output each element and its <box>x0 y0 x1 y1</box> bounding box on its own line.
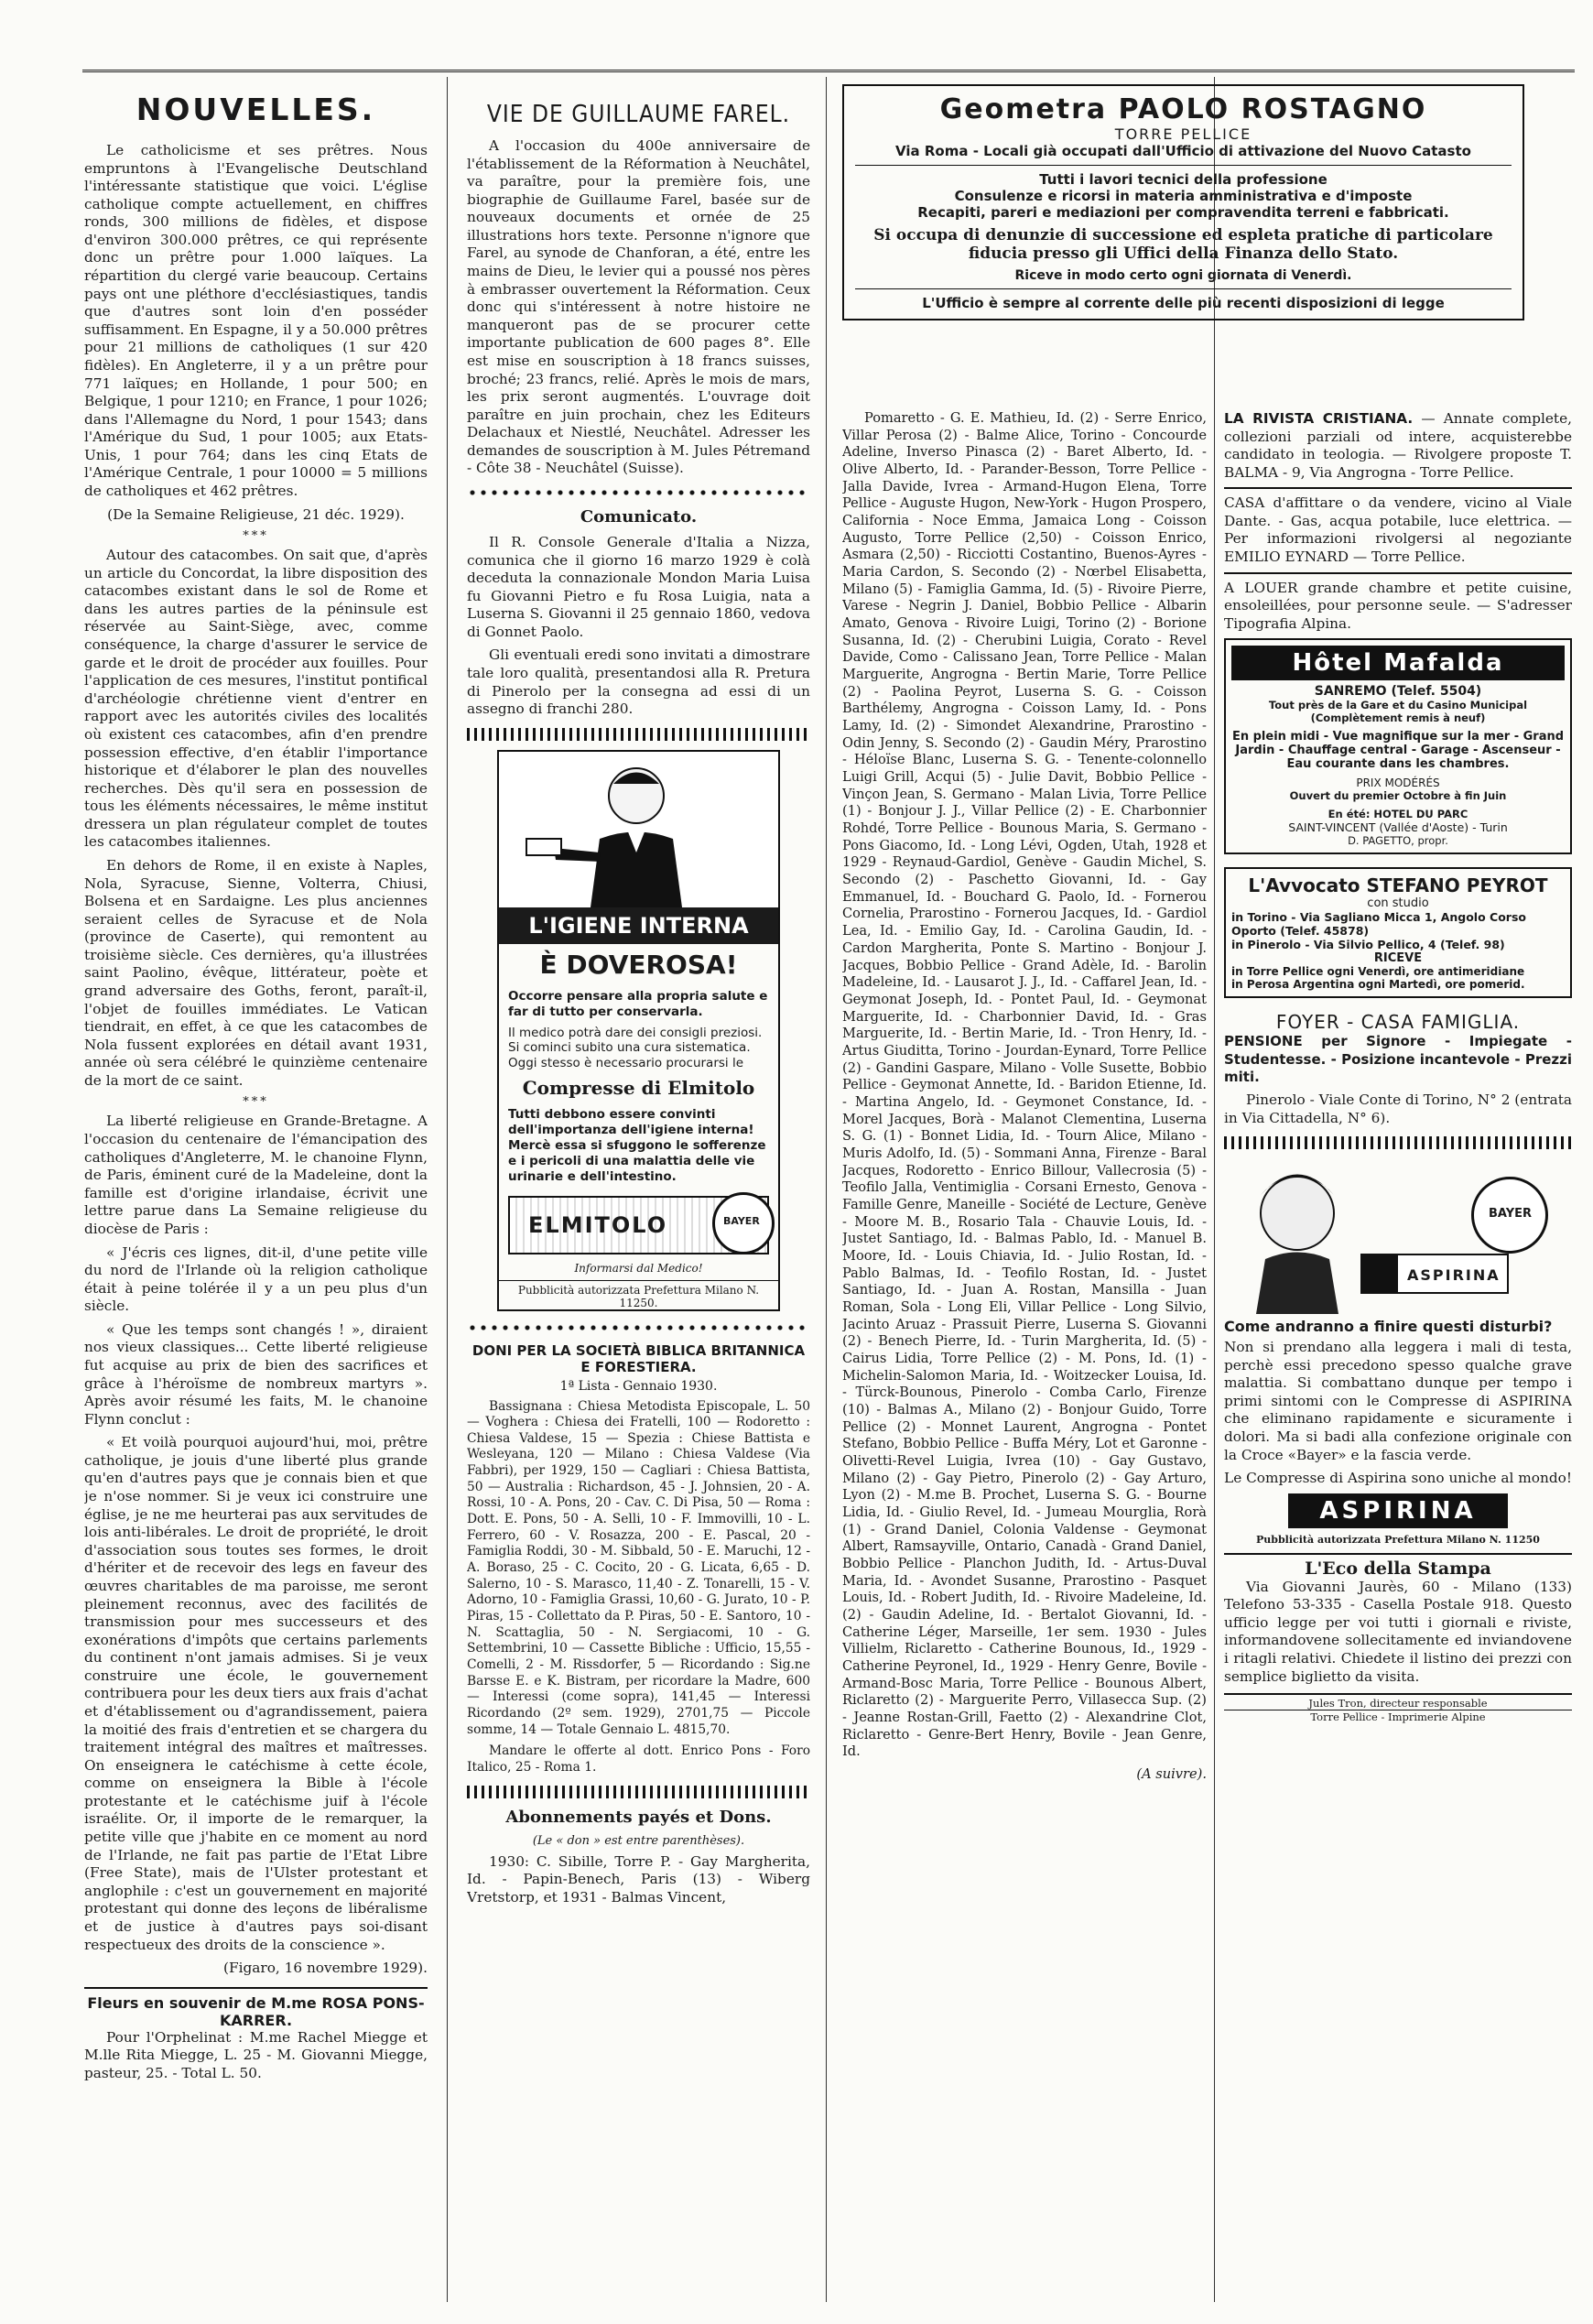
abonnements-heading: Abonnements payés et Dons. <box>505 1807 772 1827</box>
rostagno-advertisement <box>842 84 1524 320</box>
rivista-text: — Annate complete, collezioni parziali od intere, acquisterebbe candidato in teologia. — Rivolgere proposte T. BALMA - 9, Via Angrogna - Torre Pellice. <box>1224 410 1572 481</box>
fleurs-title: Fleurs en souvenir de M.me ROSA PONS-KARRER. <box>87 1993 425 2029</box>
hotel-mafalda-advertisement <box>1224 638 1572 854</box>
peyrot-line: in Pinerolo - Via Silvio Pellico, 4 (Telef. 98) <box>1231 938 1505 952</box>
foyer-address: Pinerolo - Viale Conte di Torino, N° 2 (entrata in Via Cittadella, N° 6). <box>1224 1091 1572 1126</box>
peyrot-line: in Torino - Via Sagliano Micca 1, Angolo Corso Oporto (Telef. 45878) <box>1231 910 1526 939</box>
paragraph: CASA d'affittare o da vendere, vicino al Viale Dante. - Gas, acqua potabile, luce elettrica. — Per informazioni rivolgersi al negoziante EMILIO EYNARD — Torre Pellice. <box>1224 494 1572 566</box>
aspirina-tube-label: ASPIRINA <box>1407 1266 1501 1285</box>
column-ads <box>1224 410 1572 1723</box>
rostagno-line: Recapiti, pareri e mediazioni per compravendita terreni e fabbricati. <box>917 204 1449 221</box>
elmitolo-body <box>499 985 778 1189</box>
elmitolo-slogan: È DOVEROSA! <box>539 949 738 980</box>
elmitolo-banner: L'IGIENE INTERNA <box>499 907 778 944</box>
chain-separator <box>467 1322 810 1333</box>
wave-separator <box>467 728 810 741</box>
peyrot-title: L'Avvocato STEFANO PEYROT <box>1248 874 1548 897</box>
waiter-drawing-icon <box>499 752 775 907</box>
waiter-illustration <box>499 752 778 907</box>
mafalda-line: PRIX MODÉRÉS <box>1356 776 1440 790</box>
paragraph: Il R. Console Generale d'Italia a Nizza, comunica che il giorno 16 marzo 1929 è colà deceduta la connazionale Mondon Maria Luisa fu Giovanni Pietro e fu Rosa Luigia, nata a Luserna S. Giovanni il 25 gennaio 1860, vedova di Gonnet Paolo. <box>467 533 810 640</box>
rostagno-line: Si occupa di denunzie di successione ed espleta pratiche di particolare fiducia presso gli Uffici della Finanza dello Stato. <box>873 226 1493 263</box>
footer-printer: Torre Pellice - Imprimerie Alpine <box>1224 1710 1572 1723</box>
aspirina-authorization: Pubblicità autorizzata Prefettura Milano N. 11250 <box>1256 1533 1540 1546</box>
paragraph: A l'occasion du 400e anniversaire de l'établissement de la Réformation à Neuchâtel, va paraître, pour la première fois, une biographie de Guillaume Farel, basée sur de nouveaux documents et ornée de 25 illustrations hors texte. Personne n'ignore que Farel, au synode de Chanforan, a été, entre les mains de Dieu, le levier qui a poussé nos pères à embrasser ouvertement la Réformation. Ceux donc qui s'intéressent à notre histoire ne manqueront pas de se procurer cette importante publication de 600 pages 8°. Elle est mise en souscription à 18 francs suisses, broché; 23 francs, relié. Après le mois de mars, les prix seront augmentés. L'ouvrage doit paraître en juin prochain, chez les Editeurs Delachaux et Niestlé, Neuchâtel. Adresser les demandes de souscription à M. Jules Pétremand - Côte 38 - Neuchâtel (Suisse). <box>467 137 810 477</box>
paragraph: Autour des catacombes. On sait que, d'après un article du Concordat, la libre disposition des catacombes existant dans le sol de Rome et dans les autres parties de la péninsule est réservée au Saint-Siège, avec, comme conséquence, la charge d'assurer le service de garde et le droit de procéder aux fouilles. Pour l'application de ces mesures, l'institut pontifical d'archéologie chrétienne vient d'entrer en rapport avec les autorités civiles des localités où existent ces catacombes, afin d'en prendre possession effective, d'en établir l'importance historique et d'élaborer le plan des nouvelles recherches. Dès qu'il sera en possession de tous les éléments nécessaires, le même institut dressera un plan régulateur complet de toutes les catacombes italiennes. <box>84 547 428 851</box>
mafalda-line: (Complètement remis à neuf) <box>1310 711 1486 725</box>
mafalda-line: SAINT-VINCENT (Vallée d'Aoste) - Turin <box>1288 820 1508 835</box>
footer-director: Jules Tron, directeur responsable <box>1308 1697 1488 1710</box>
wave-separator <box>1224 1136 1572 1149</box>
peyrot-advertisement <box>1224 867 1572 998</box>
paragraph: « J'écris ces lignes, dit-il, d'une petite ville du nord de l'Irlande où la religion catholique était à peine tolérée il y a un peu plus d'un siècle. <box>84 1243 428 1315</box>
source-note: (De la Semaine Religieuse, 21 déc. 1929). <box>107 505 405 523</box>
elmitolo-authorization: Pubblicità autorizzata Prefettura Milano N. 11250. <box>499 1280 778 1309</box>
mafalda-title: Hôtel Mafalda <box>1231 646 1565 680</box>
paragraph: Pour l'Orphelinat : M.me Rachel Miegge et M.lle Rita Miegge, L. 25 - M. Giovanni Miegge, pasteur, 25. - Total L. 50. <box>84 2028 428 2081</box>
paragraph: Gli eventuali eredi sono invitati a dimostrare tale loro qualità, presentandosi alla R. Pretura di Pinerolo per la consegna ad essi di un assegno di franchi 280. <box>467 646 810 718</box>
column-divider <box>826 77 827 2302</box>
mafalda-line: En plein midi - Vue magnifique sur la mer - Grand Jardin - Chauffage central - Garage - Ascenseur - Eau courante dans les chambres. <box>1231 730 1565 772</box>
aspirina-advertisement <box>1224 1158 1572 1314</box>
wave-separator <box>467 1786 810 1798</box>
abonnements-subheading: (Le « don » est entre parenthèses). <box>532 1833 745 1848</box>
rostagno-place: TORRE PELLICE <box>1114 125 1252 143</box>
elmitolo-advertisement <box>497 750 780 1311</box>
rivista-title: LA RIVISTA CRISTIANA. <box>1224 410 1414 427</box>
comunicato-heading: Comunicato. <box>580 506 698 527</box>
paragraph: « Que les temps sont changés ! », diraient nos vieux classiques... Cette liberté religieuse fut acquise au prix de bien des sacrifices et grâce à l'héroïsme de nombreux martyrs ». Après avoir résumé les faits, M. le chanoine Flynn conclut : <box>84 1320 428 1428</box>
paragraph: 1930: C. Sibille, Torre P. - Gay Margherita, Id. - Papin-Benech, Paris (13) - Wiberg Vretstorp, et 1931 - Balmas Vincent, <box>467 1852 810 1906</box>
bayer-cross-icon: BAYER <box>712 1192 775 1254</box>
paragraph: Bassignana : Chiesa Metodista Episcopale, L. 50 — Voghera : Chiesa dei Fratelli, 100 — Rodoretto : Chiesa Valdese, 15 — Spezia : Chiese Battista e Wesleyana, 120 — Milano : Chiesa Valdese (Via Fabbri), per 1929, 150 — Cagliari : Chiesa Battista, 50 — Australia : Richardson, 45 - J. Johnsien, 20 - A. Rossi, 10 - A. Pons, 20 - Cav. C. Di Pisa, 50 — Roma : Dott. E. Pons, 50 - A. Selli, 10 - F. Immovilli, 10 - L. Ferrero, 60 - V. Rosazza, 200 - E. Pascal, 20 - Famiglia Roddi, 30 - M. Sibbald, 50 - E. Maruchi, 12 - A. Boraso, 25 - C. Cocito, 20 - G. Licata, 6,65 - D. Salerno, 10 - S. Marasco, 11,40 - Z. Tonarelli, 15 - V. Adorno, 10 - Famiglia Grassi, 10,60 - G. Jurato, 10 - P. Piras, 15 - Collettato da P. Piras, 50 - E. Santoro, 10 - N. Scattaglia, 50 - N. Sergiacomi, 10 - G. Settembrini, 10 — Cassette Bibliche : Ufficio, 15,55 - Comelli, 2 - M. Rissdorfer, 5 — Ricordando : Sig.ne Barsse E. e K. Bistram, per ricordare la Madre, 600 — Interessi (come sopra), 141,45 — Interessi Ricordando (2º sem. 1929), 2701,75 — Piccole somme, 14 — Totale Gennaio L. 4815,70. <box>467 1398 810 1737</box>
separator-stars: *** <box>243 529 269 544</box>
paragraph: Mandare le offerte al dott. Enrico Pons - Foro Italico, 25 - Roma 1. <box>467 1743 810 1775</box>
elmitolo-text: Occorre pensare alla propria salute e far di tutto per conservarla. <box>508 988 768 1019</box>
paragraph: « Et voilà pourquoi aujourd'hui, moi, prêtre catholique, je jouis d'une liberté plus grande qu'en d'autres pays que je connais bien et que je n'ose nommer. Si je veux ici construire une église, je ne me heurterai pas aux servitudes de lois anti-libérales. Le droit de propriété, le droit d'association sous toutes ses formes, le droit d'hériter et de recevoir des legs en faveur des œuvres charitables de ma paroisse, me seront pleinement reconnus, avec des facilités de transmission pour mes successeurs et des exonérations d'impôts que certains parlements du continent n'ont jamais admises. Si je veux construire une école, le gouvernement contribuera pour les deux tiers aux frais d'achat et d'établissement ou d'agrandissement, paiera la moitié des frais d'entretien et se chargera du traitement intégral des maîtres et maîtresses. On enseignera le catéchisme à cette école, comme on enseignera la Bible à l'école protestante et le catéchisme juif à l'école israélite. Or, il importe de le remarquer, la petite ville que j'habite en ce moment au nord de l'Irlande, ne fait pas partie de l'Etat Libre (Free State), mais de l'Ulster protestant et anglophile : c'est un gouvernement en majorité protestant qui donne des leçons de libéralisme et de justice à d'autres pays soi-disant respectueux des droits de la conscience ». <box>84 1434 428 1953</box>
peyrot-line: in Perosa Argentina ogni Martedì, ore pomerid. <box>1231 978 1525 992</box>
column-divider <box>447 77 448 2302</box>
rostagno-line: L'Ufficio è sempre al corrente delle più recenti disposizioni di legge <box>922 295 1445 311</box>
rostagno-title: Geometra PAOLO ROSTAGNO <box>939 93 1427 125</box>
mafalda-line: Ouvert du premier Octobre à fin Juin <box>1289 789 1507 803</box>
mafalda-line: D. PAGETTO, propr. <box>1348 834 1448 848</box>
rostagno-line: Consulenze e ricorsi in materia amministrativa e d'imposte <box>954 188 1413 204</box>
doni-heading: DONI PER LA SOCIETÀ BIBLICA BRITANNICA E FORESTIERA. <box>471 1341 806 1375</box>
separator-stars: *** <box>243 1095 269 1110</box>
doni-subheading: 1ª Lista - Gennaio 1930. <box>559 1378 718 1394</box>
farel-heading: VIE DE GUILLAUME FAREL. <box>486 101 791 128</box>
rostagno-address: Via Roma - Locali già occupati dall'Ufficio di attivazione del Nuovo Catasto <box>895 143 1471 159</box>
peyrot-line: con studio <box>1367 896 1429 911</box>
aspirina-question: Come andranno a finire questi disturbi? <box>1224 1318 1553 1336</box>
tube-label: ELMITOLO <box>528 1211 668 1238</box>
paragraph: Pomaretto - G. E. Mathieu, Id. (2) - Serre Enrico, Villar Perosa (2) - Balme Alice, Torino - Concourde Adeline, Inverso Pinasca (2) - Baret Alberto, Id. - Olive Alberto, Id. - Parander-Besson, Torre Pellice - Jalla Davide, Ivrea - Armand-Hugon Elena, Torre Pellice - Auguste Hugon, New-York - Hugon Prospero, California - Noce Emma, Jamaica Long - Coisson Augusto, Torre Pellice (2,50) - Coisson Enrico, Asmara (2,50) - Ricciotti Costantino, Buenos-Ayres - Maria Cardon, S. Secondo (2) - Nœrbel Elisabetta, Milano (5) - Famiglia Gamma, Id. (5) - Rivoire Pierre, Varese - Negrin J. Daniel, Bobbio Pellice - Albarin Amato, Genova - Rivoire Luigi, Torino (2) - Borione Susanna, Id. (2) - Cherubini Luigia, Corato - Revel Davide, Como - Calissano Jean, Torre Pellice - Malan Marguerite, Angrogna - Bertin Marie, Torre Pellice (2) - Paolina Peyrot, Luserna S. G. - Coisson Barthélemy, Angrogna - Coisson Lamy, Id. - Pons Lamy, Id. (2) - Simondet Alexandrine, Prarostino - Odin Jenny, S. Secondo (2) - Gaudin Méry, Prarostino - Héloïse Blanc, Luserna S. G. - Tenente-colonnello Luigi Grill, Acqui (5) - Julie Davit, Bobbio Pellice - Vinçon Jean, S. Germano - Malan Livia, Torre Pellice (1) - Bonjour J. J., Villar Pellice (2) - E. Charbonnier Rohdé, Torre Pellice - Bounous Maria, S. Germano - Pons Giacomo, Id. - Long Lévi, Ogden, Utah, 1928 et 1929 - Reynaud-Gardiol, Genève - Gaudin Michel, S. Secondo (2) - Paschetto Giovanni, Id. - Gay Emmanuel, Id. - Bouchard G. Paolo, Id. - Fornerou Cornelia, Prarostino - Fornerou Jacques, Id. - Gardiol Lea, Id. - Emilio Gay, Id. - Carolina Gaudin, Id. - Cardon Margherita, Ponte S. Martino - Bonjour J. Jacques, Bobbio Pellice - Grand Adèle, Id. - Barolin Madeleine, Id. - Lausarot J. J., Id. - Caffarel Jean, Id. - Geymonat Joseph, Id. - Pontet Paul, Id. - Geymonat Marguerite, Id. - Charbonnier David, Id. - Gras Marguerite, Id. - Bertin Marie, Id. - Tron Henry, Id. - Artus Giuditta, Torino - Jourdan-Eynard, Torre Pellice (2) - Gandini Gaspare, Milano - Volle Susette, Bobbio Pellice - Geymonat Annette, Id. - Baridon Etienne, Id. - Martina Angelo, Id. - Geymonet Constance, Id. - Morel Jacques, Borà - Malanot Clementina, Luserna S. G. (1) - Bonnet Lidia, Id. - Tourn Alice, Milano - Muris Adolfo, Id. (5) - Sommani Anna, Firenze - Baral Jacques, Rodoretto - Enrico Billour, Vallecrosia (5) - Teofilo Jalla, Ventimiglia - Corsani Ernesto, Genova - Famille Genre, Maneille - Société de Lecture, Genève - Moore M. B., Rosario Tala - Chauvie Louis, Id. - Justet Santiago, Id. - Balmas Pablo, Id. - Manuel B. Moore, Id. - Louis Chiavia, Id. - Julio Rostan, Id. - Pablo Balmas, Id. - Teofilo Rostan, Id. - Justet Santiago, Id. - Juan A. Rostan, Mansilla - Juan Roman, Sola - Long Eli, Villar Pellice - Long Silvio, Jacinto Aruaz - Prassuit Pierre, Luserna S. Giovanni (2) - Benech Pierre, Id. - Turin Margherita, Id. (5) - Cairus Lidia, Torre Pellice (2) - M. Pons, Id. (1) - Michelin-Salomon Maria, Id. - Woitzecker Louisa, Id. - Türck-Bounous, Pinerolo - Comba Carlo, Firenze (10) - Balmas A., Milano (2) - Bonjour Guido, Torre Pellice (2) - Monnet Laurent, Angrogna - Pontet Stefano, Bobbio Pellice - Buffa Méry, Lot et Garonne - Olivetti-Revel Luigia, Ivrea (10) - Gay Gustavo, Milano (2) - Gay Pietro, Pinerolo (2) - Gay Arturo, Lyon (2) - M.me B. Prochet, Luserna S. G. - Bourne Lidia, Id. - Giulio Revel, Id. - Jumeau Mourglia, Rorà (1) - Grand Daniel, Colonia Valdense - Geymonat Albert, Ramsayville, Ontario, Canadà - Grand Daniel, Bobbio Pellice - Planchon Judith, Id. - Artus-Duval Maria, Id. - Avondet Susanne, Prarostino - Pasquet Louis, Id. - Robert Judith, Id. - Rivoire Madeleine, Id. (2) - Gaudin Adeline, Id. - Bertalot Giovanni, Id. - Catherine Léger, Marseille, 1er sem. 1930 - Jules Villielm, Riclaretto - Catherine Bounous, Id., 1929 - Catherine Peyronel, Id., 1929 - Henry Genre, Bovile - Armand-Bosc Maria, Torre Pellice - Bounous Albert, Riclaretto (2) - Marguerite Perro, Villasecca Sup. (2) - Jeanne Rostan-Grill, Faetto (2) - Alexandrine Clot, Riclaretto - Genre-Bert Henry, Bovile - Jean Genre, Id. <box>842 410 1207 1760</box>
aspirina-text: Non si prendano alla leggera i mali di testa, perchè essi precedono spesso qualche grave malattia. Si combattano dunque per tempo i primi sintomi con le Compresse di ASPIRINA che eliminano rapidamente e sicuramente i dolori. Ma si badi alla confezione originale con la Croce «Bayer» e la fascia verde. <box>1224 1339 1572 1463</box>
nouvelles-heading: NOUVELLES. <box>135 92 376 127</box>
eco-text: Via Giovanni Jaurès, 60 - Milano (133) Telefono 53-335 - Casella Postale 918. Questo ufficio legge per voi tutti i giornali e riviste, informandovene sollecitamente ed inviandovene i ritagli relativi. Chiedete il listino dei prezzi con semplice biglietto da visita. <box>1224 1578 1572 1685</box>
column-nouvelles <box>84 84 428 2088</box>
foyer-text: PENSIONE per Signore - Impiegate - Studentesse. - Posizione incantevole - Prezzi miti. <box>1224 1033 1572 1085</box>
paragraph: En dehors de Rome, il en existe à Naples, Nola, Syracuse, Sienne, Volterra, Chiusi, Bolsena et en Sardaigne. Les plus anciennes seraient celles de Syracuse et de Nola (province de Caserte), qui remontent au troisième siècle. Ces dernières, qu'a illustrées saint Paolino, évêque, littérateur, poète et grand adversaire des Goths, feront, paraît-il, l'objet de fouilles immédiates. Le Vatican tiendrait, en effet, à ce que les catacombes de Nola fussent explorées en détail avant 1931, année où sera célébré le quinzième centenaire de la mort de ce saint. <box>84 856 428 1089</box>
elmitolo-text: Il medico potrà dare dei consigli preziosi. Si cominci subito una cura sistematica. Oggi stesso è necessario procurarsi le <box>508 1025 763 1071</box>
paragraph: Le catholicisme et ses prêtres. Nous empruntons à l'Evangelische Deutschland l'intéressante statistique que voici. L'église catholique compte actuellement, en chiffres ronds, 300 millions de fidèles, et dispose d'environ 300.000 prêtres, ce qui représente donc un prêtre pour 1.000 laïques. La répartition du clergé varie beaucoup. Certains pays ont une pléthore d'ecclésiastiques, tandis que d'autres sont loin d'en posséder suffisamment. En Espagne, il y a 50.000 prêtres pour 21 millions de catholiques (1 sur 420 fidèles). En Angleterre, il y a un prêtre pour 771 laïques; en Hollande, 1 pour 500; en Belgique, 1 pour 1210; en France, 1 pour 1026; dans l'Allemagne du Nord, 1 pour 1543; dans l'Amérique du Sud, 1 pour 1005; aux Etats-Unis, 1 pour 764; dans les cinq Etats de l'Amérique Centrale, 1 pour 10000 = 5 millions de catholiques et 462 prêtres. <box>84 142 428 499</box>
foyer-title: FOYER - CASA FAMIGLIA. <box>1275 1011 1521 1034</box>
elmitolo-text: Tutti debbono essere convinti dell'importanza dell'igiene interna! Mercè essa si sfuggono le sofferenze e i pericoli di una malattia delle vie urinarie e dell'intestino. <box>508 1107 766 1184</box>
eco-title: L'Eco della Stampa <box>1305 1558 1491 1579</box>
elmitolo-note: Informarsi dal Medico! <box>574 1261 703 1275</box>
elmitolo-product: Compresse di Elmitolo <box>522 1077 755 1100</box>
paragraph <box>1224 410 1572 482</box>
column-donor-list <box>842 410 1207 1789</box>
mafalda-line: En été: HOTEL DU PARC <box>1328 808 1468 821</box>
top-rule <box>82 70 1575 72</box>
mafalda-city: SANREMO (Telef. 5504) <box>1314 684 1482 700</box>
column-farel <box>467 84 810 1912</box>
peyrot-line: RICEVE <box>1373 951 1423 966</box>
rostagno-line: Tutti i lavori tecnici della professione <box>1039 171 1328 188</box>
paragraph: A LOUER grande chambre et petite cuisine, ensoleillées, pour personne seule. — S'adresser Tipografia Alpina. <box>1224 579 1572 632</box>
rostagno-line: Riceve in modo certo ogni giornata di Venerdì. <box>1014 268 1352 283</box>
aspirina-text: Le Compresse di Aspirina sono uniche al mondo! <box>1224 1470 1572 1487</box>
mafalda-line: Tout près de la Gare et du Casino Municipal <box>1268 699 1528 712</box>
source-note: (Figaro, 16 novembre 1929). <box>223 1960 428 1977</box>
column-divider <box>1214 77 1215 2302</box>
a-suivre: (A suivre). <box>1136 1766 1207 1783</box>
column-rostagno-list <box>842 84 1524 333</box>
paragraph: La liberté religieuse en Grande-Bretagne. A l'occasion du centenaire de l'émancipation des catholiques d'Angleterre, M. le chanoine Flynn, de Paris, éminent curé de la Madeleine, dont la famille est d'origine irlandaise, écrivit une lettre parue dans La Semaine religieuse du diocèse de Paris : <box>84 1113 428 1237</box>
elmitolo-tube <box>508 1196 769 1254</box>
aspirina-logo: ASPIRINA <box>1288 1493 1508 1528</box>
peyrot-line: in Torre Pellice ogni Venerdì, ore antimeridiane <box>1231 965 1525 979</box>
chain-separator <box>467 487 810 498</box>
bayer-cross-icon: BAYER <box>1471 1177 1548 1254</box>
